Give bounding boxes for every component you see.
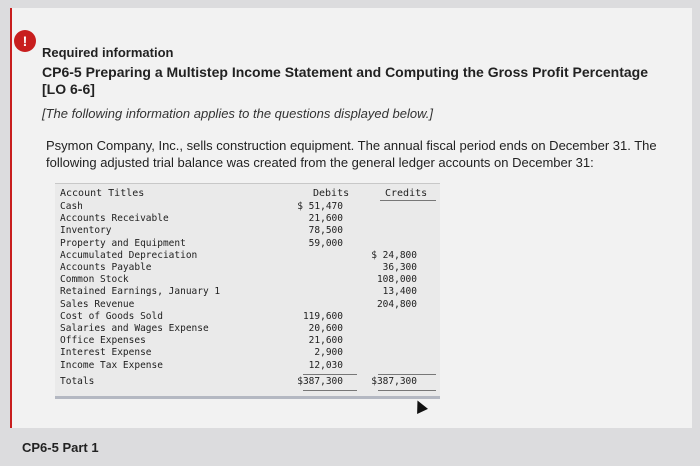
debit-value: 21,600: [308, 213, 343, 225]
applies-note: [The following information applies to the questions displayed below.]: [42, 106, 433, 121]
account-title: Office Expenses: [60, 335, 146, 347]
debit-value: 59,000: [308, 237, 343, 249]
debit-value: 12,030: [308, 359, 343, 371]
credit-value: 36,300: [382, 262, 417, 273]
account-title: Cash: [60, 201, 83, 212]
table-row: [60, 274, 435, 286]
account-title: Cost of Goods Sold: [60, 310, 163, 322]
totals-label: Totals: [60, 376, 95, 387]
account-title: Salaries and Wages Expense: [60, 323, 209, 334]
required-info-heading: Required information: [42, 45, 174, 60]
table-row: [60, 201, 435, 213]
trial-balance-table: [55, 183, 440, 399]
debit-value: 20,600: [308, 323, 343, 334]
debit-value: $ 51,470: [297, 201, 343, 212]
debit-value: 21,600: [308, 335, 343, 347]
debits-double-rule: [303, 390, 357, 391]
table-row: [60, 335, 435, 347]
totals-row: [60, 376, 435, 388]
totals-credit: $387,300: [371, 376, 417, 387]
account-title: Retained Earnings, January 1: [60, 286, 221, 298]
col-header-account-titles: Account Titles: [60, 188, 145, 199]
part-label: CP6-5 Part 1: [22, 440, 99, 455]
totals-debit: $387,300: [297, 376, 343, 387]
account-title: Sales Revenue: [60, 298, 135, 310]
credit-value: 108,000: [376, 274, 417, 286]
account-title: Accounts Payable: [60, 262, 152, 273]
problem-description: Psymon Company, Inc., sells construction equipment. The annual fiscal period ends on December 31. The following adjusted trial balance was created from the general ledger accounts on December 31:: [46, 138, 657, 170]
debit-value: 2,900: [314, 347, 343, 359]
table-row: [60, 347, 435, 359]
col-header-debits: Debits: [313, 188, 350, 199]
credit-value: 13,400: [382, 286, 417, 298]
problem-title: CP6-5 Preparing a Multistep Income Statement and Computing the Gross Profit Percentage [LO 6-6]: [42, 64, 648, 97]
table-row: [60, 299, 435, 311]
table-row: [60, 213, 435, 225]
table-bottom-bar: [55, 396, 440, 399]
table-row: [60, 262, 435, 274]
table-row: [60, 286, 435, 298]
credit-value: $ 24,800: [371, 249, 417, 261]
account-title: Common Stock: [60, 274, 129, 286]
account-title: Accumulated Depreciation: [60, 249, 198, 261]
debits-total-rule: [303, 374, 357, 375]
credits-total-rule: [378, 374, 436, 375]
table-row: [60, 311, 435, 323]
account-title: Income Tax Expense: [60, 359, 163, 371]
alert-icon: !: [14, 30, 36, 52]
table-row: [60, 238, 435, 250]
account-title: Accounts Receivable: [60, 213, 169, 225]
account-title: Interest Expense: [60, 347, 152, 359]
debit-value: 119,600: [302, 310, 343, 322]
credits-double-rule: [378, 390, 436, 391]
account-title: Inventory: [60, 225, 112, 237]
debit-value: 78,500: [308, 225, 343, 237]
col-header-credits: Credits: [385, 188, 428, 199]
table-row: [60, 225, 435, 237]
table-row: [60, 360, 435, 372]
table-row: [60, 323, 435, 335]
table-row: [60, 250, 435, 262]
credit-value: 204,800: [376, 298, 417, 310]
account-title: Property and Equipment: [60, 237, 186, 249]
